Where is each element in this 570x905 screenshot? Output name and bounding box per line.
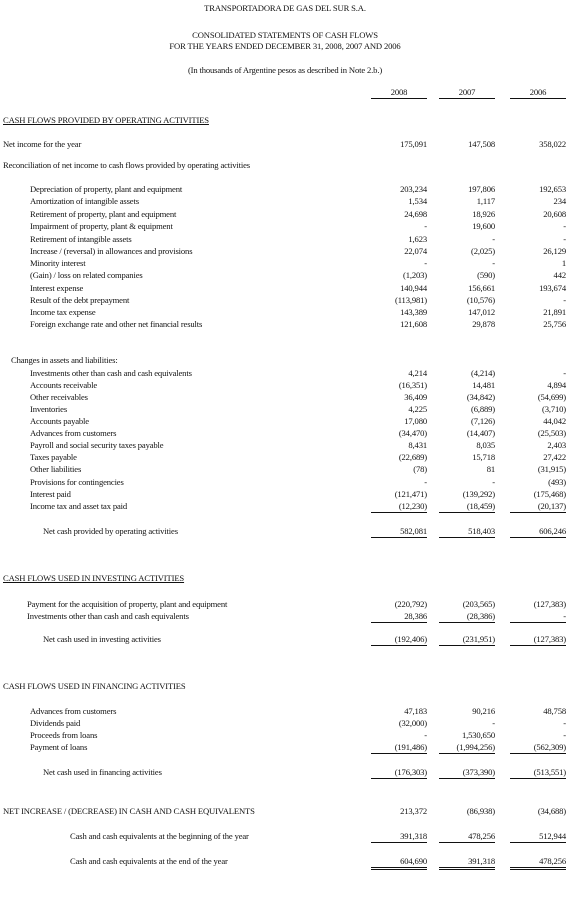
amount-cell: 26,129 [543,246,566,256]
amount-cell: 1,117 [476,196,495,206]
row-label: Interest expense [30,283,84,293]
amount-cell: - [563,730,566,740]
row-label: Retirement of property, plant and equipment [30,209,177,219]
row-label: Foreign exchange rate and other net financial results [30,319,203,329]
row-label: Investments other than cash and cash equivalents [27,611,189,621]
amount-cell: - [563,368,566,378]
year-header-underline [371,98,427,99]
amount-cell: 8,035 [476,440,495,450]
amount-cell: (175,468) [533,489,566,499]
amount-cell: 478,256 [539,856,566,866]
row-label: Changes in assets and liabilities: [11,355,118,365]
amount-cell: (25,503) [537,428,566,438]
year-header-underline [439,98,495,99]
year-header: 2006 [529,87,547,97]
amount-cell: 21,891 [543,307,566,317]
amount-cell: 140,944 [400,283,427,293]
amount-cell: 442 [553,270,566,280]
amount-cell: 25,756 [543,319,566,329]
row-label: Income tax expense [30,307,96,317]
total-double-rule [439,869,495,870]
row-label: Payment for the acquisition of property, plant and equipment [27,599,228,609]
amount-cell: 36,409 [404,392,427,402]
amount-cell: 478,256 [468,831,495,841]
row-label: Accounts payable [30,416,89,426]
statement-period: FOR THE YEARS ENDED DECEMBER 31, 2008, 2007 AND 2006 [169,41,401,51]
amount-cell: (7,126) [470,416,495,426]
amount-cell: (34,842) [466,392,495,402]
amount-cell: (493) [548,477,566,487]
amount-cell: (590) [477,270,495,280]
total-rule [371,753,427,754]
amount-cell: 4,214 [408,368,427,378]
amount-cell: 143,389 [400,307,427,317]
amount-cell: 44,042 [543,416,566,426]
total-double-rule [371,869,427,870]
amount-cell: - [424,477,427,487]
amount-cell: - [563,295,566,305]
amount-cell: 1 [561,258,566,268]
amount-cell: 27,422 [543,452,566,462]
amount-cell: 1,530,650 [461,730,495,740]
total-rule [510,867,566,868]
total-rule [510,512,566,513]
amount-cell: (28,386) [466,611,495,621]
row-label: Proceeds from loans [30,730,98,740]
amount-cell: (203,565) [462,599,495,609]
row-label: CASH FLOWS USED IN FINANCING ACTIVITIES [3,681,186,691]
amount-cell: (18,459) [466,501,495,511]
amount-cell: 2,403 [547,440,566,450]
total-rule [371,842,427,843]
amount-cell: 192,653 [539,184,566,194]
amount-cell: (127,383) [533,634,566,644]
amount-cell: (562,309) [533,742,566,752]
row-label: Impairment of property, plant & equipment [30,221,173,231]
amount-cell: 22,074 [404,246,427,256]
amount-cell: (220,792) [394,599,427,609]
amount-cell: 24,698 [404,209,427,219]
amount-cell: - [492,234,495,244]
amount-cell: (3,710) [541,404,566,414]
amount-cell: 19,600 [472,221,495,231]
total-rule [510,778,566,779]
amount-cell: 358,022 [539,139,566,149]
amount-cell: (10,576) [466,295,495,305]
amount-cell: 48,758 [543,706,566,716]
total-rule [439,753,495,754]
row-label: Net cash provided by operating activities [43,526,178,536]
amount-cell: 391,318 [468,856,495,866]
amount-cell: (22,689) [398,452,427,462]
amount-cell: 28,386 [404,611,427,621]
amount-cell: (78) [413,464,427,474]
row-label: Cash and cash equivalents at the beginning of the year [70,831,249,841]
total-rule [371,778,427,779]
row-label: Amortization of intangible assets [30,196,139,206]
row-label: Net income for the year [3,139,82,149]
row-label: Accounts receivable [30,380,98,390]
year-header-underline [510,98,566,99]
amount-cell: (231,951) [462,634,495,644]
amount-cell: (32,000) [398,718,427,728]
total-rule [439,512,495,513]
amount-cell: 81 [486,464,495,474]
row-label: Other liabilities [30,464,82,474]
amount-cell: 147,508 [468,139,495,149]
amount-cell: 156,661 [468,283,495,293]
amount-cell: 14,481 [472,380,495,390]
total-rule [439,645,495,646]
total-rule [371,867,427,868]
amount-cell: - [563,234,566,244]
amount-cell: - [563,611,566,621]
amount-cell: (176,303) [394,767,427,777]
amount-cell: 518,403 [468,526,495,536]
amount-cell: 20,608 [543,209,566,219]
amount-cell: - [492,258,495,268]
row-label: Retirement of intangible assets [30,234,132,244]
amount-cell: (113,981) [395,295,427,305]
amount-cell: (4,214) [470,368,495,378]
amount-cell: 29,878 [472,319,495,329]
row-label: Inventories [30,404,68,414]
total-rule [510,645,566,646]
row-label: Advances from customers [30,428,117,438]
amount-cell: (127,383) [533,599,566,609]
amount-cell: 234 [553,196,566,206]
amount-cell: (20,137) [537,501,566,511]
total-rule [510,753,566,754]
amount-cell: (1,203) [402,270,427,280]
amount-cell: 18,926 [472,209,495,219]
amount-cell: 4,894 [547,380,566,390]
row-label: Investments other than cash and cash equivalents [30,368,192,378]
amount-cell: 213,372 [400,806,427,816]
total-rule [510,537,566,538]
amount-cell: (191,486) [394,742,427,752]
company-name: TRANSPORTADORA DE GAS DEL SUR S.A. [204,3,366,13]
amount-cell: 17,080 [404,416,427,426]
total-rule [439,537,495,538]
row-label: CASH FLOWS PROVIDED BY OPERATING ACTIVITIES [3,115,209,125]
row-label: Income tax and asset tax paid [30,501,128,511]
amount-cell: (513,551) [533,767,566,777]
amount-cell: (139,292) [462,489,495,499]
amount-cell: (16,351) [398,380,427,390]
amount-cell: (2,025) [470,246,495,256]
amount-cell: (192,406) [394,634,427,644]
amount-cell: (1,994,256) [456,742,495,752]
amount-cell: - [492,477,495,487]
amount-cell: (12,230) [398,501,427,511]
amount-cell: 1,623 [408,234,427,244]
amount-cell: - [424,258,427,268]
amount-cell: (34,470) [398,428,427,438]
row-label: Depreciation of property, plant and equipment [30,184,183,194]
amount-cell: - [563,221,566,231]
amount-cell: 203,234 [400,184,427,194]
row-label: Reconciliation of net income to cash flows provided by operating activities [3,160,250,170]
amount-cell: 15,718 [472,452,495,462]
units-note: (In thousands of Argentine pesos as described in Note 2.b.) [187,65,383,75]
amount-cell: (54,699) [537,392,566,402]
total-rule [371,645,427,646]
row-label: Taxes payable [30,452,77,462]
row-label: Advances from customers [30,706,117,716]
row-label: Interest paid [30,489,71,499]
amount-cell: 512,944 [539,831,566,841]
row-label: Provisions for contingencies [30,477,124,487]
total-rule [510,622,566,623]
amount-cell: (121,471) [394,489,427,499]
row-label: CASH FLOWS USED IN INVESTING ACTIVITIES [3,573,185,583]
row-label: NET INCREASE / (DECREASE) IN CASH AND CASH EQUIVALENTS [3,806,255,816]
amount-cell: 604,690 [400,856,427,866]
amount-cell: - [492,718,495,728]
amount-cell: - [424,221,427,231]
row-label: Other receivables [30,392,88,402]
total-rule [371,622,427,623]
row-label: Cash and cash equivalents at the end of the year [70,856,228,866]
amount-cell: 1,534 [408,196,427,206]
amount-cell: (6,889) [470,404,495,414]
amount-cell: 4,225 [408,404,427,414]
amount-cell: 90,216 [472,706,495,716]
total-rule [439,622,495,623]
row-label: Net cash used in investing activities [43,634,161,644]
amount-cell: 175,091 [400,139,427,149]
amount-cell: 606,246 [539,526,566,536]
amount-cell: (31,915) [537,464,566,474]
amount-cell: (373,390) [462,767,495,777]
total-rule [439,778,495,779]
statement-title: CONSOLIDATED STATEMENTS OF CASH FLOWS [192,30,378,40]
amount-cell: (86,938) [466,806,495,816]
total-double-rule [510,869,566,870]
total-rule [439,867,495,868]
year-header: 2008 [390,87,408,97]
row-label: Payment of loans [30,742,88,752]
row-label: Minority interest [30,258,86,268]
total-rule [371,537,427,538]
amount-cell: (14,407) [466,428,495,438]
amount-cell: 147,012 [468,307,495,317]
row-label: Result of the debt prepayment [30,295,130,305]
row-label: (Gain) / loss on related companies [30,270,143,280]
amount-cell: 47,183 [404,706,427,716]
total-rule [371,512,427,513]
amount-cell: - [563,718,566,728]
amount-cell: 193,674 [539,283,566,293]
amount-cell: - [424,730,427,740]
total-rule [439,842,495,843]
row-label: Dividends paid [30,718,81,728]
amount-cell: 8,431 [408,440,427,450]
amount-cell: 391,318 [400,831,427,841]
amount-cell: (34,688) [537,806,566,816]
amount-cell: 121,608 [400,319,427,329]
total-rule [510,842,566,843]
amount-cell: 582,081 [400,526,427,536]
row-label: Payroll and social security taxes payable [30,440,164,450]
row-label: Increase / (reversal) in allowances and provisions [30,246,193,256]
row-label: Net cash used in financing activities [43,767,162,777]
amount-cell: 197,806 [468,184,495,194]
year-header: 2007 [458,87,476,97]
